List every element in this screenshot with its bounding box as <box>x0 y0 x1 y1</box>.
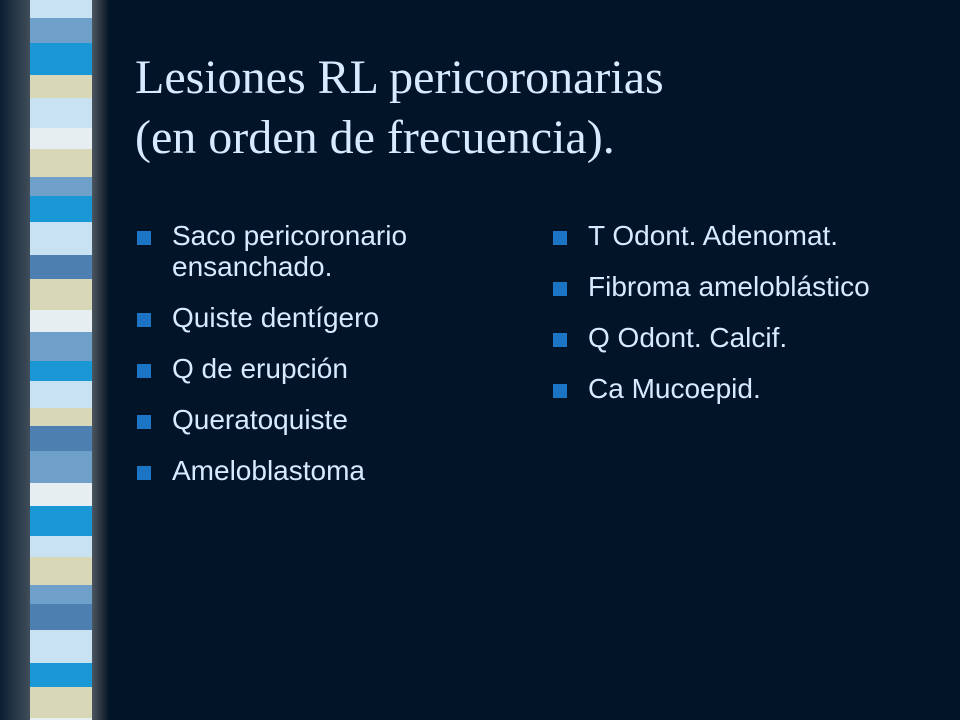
square-bullet-icon <box>137 415 151 429</box>
right-bullet-list <box>553 220 943 404</box>
list-item <box>553 322 943 353</box>
stripe <box>30 98 92 128</box>
right-column <box>553 220 943 424</box>
list-item <box>553 271 943 302</box>
list-item <box>137 404 517 435</box>
square-bullet-icon <box>553 333 567 347</box>
slide-title <box>135 48 935 168</box>
square-bullet-icon <box>137 364 151 378</box>
left-bullet-list <box>137 220 517 486</box>
list-item-text: Fibroma ameloblástico <box>588 271 870 302</box>
stripe <box>30 604 92 630</box>
list-item-text: Saco pericoronario ensanchado. <box>172 220 408 282</box>
list-item <box>137 455 517 486</box>
list-item-text: Queratoquiste <box>172 404 348 435</box>
list-item <box>137 302 517 333</box>
list-item <box>553 220 943 251</box>
stripe <box>30 426 92 451</box>
stripe <box>30 18 92 43</box>
stripe <box>30 196 92 222</box>
stripe <box>30 279 92 310</box>
strip-shadow <box>92 0 110 720</box>
stripe <box>30 585 92 604</box>
stripe <box>30 128 92 149</box>
stripe <box>30 381 92 408</box>
stripe <box>30 536 92 557</box>
title-line-1: Lesiones RL pericoronarias <box>135 51 664 104</box>
stripe <box>30 451 92 483</box>
square-bullet-icon <box>553 282 567 296</box>
square-bullet-icon <box>553 384 567 398</box>
stripe <box>30 483 92 506</box>
list-item-text: Ca Mucoepid. <box>588 373 761 404</box>
stripe <box>30 408 92 426</box>
stripe <box>30 332 92 361</box>
stripe <box>30 75 92 98</box>
stripe <box>30 687 92 718</box>
list-item-text: Ameloblastoma <box>172 455 365 486</box>
list-item-text: Quiste dentígero <box>172 302 380 333</box>
stripe <box>30 630 92 663</box>
stripe <box>30 149 92 177</box>
stripe <box>30 43 92 75</box>
list-item <box>137 220 517 282</box>
square-bullet-icon <box>553 231 567 245</box>
list-item-text: T Odont. Adenomat. <box>588 220 839 251</box>
list-item <box>137 353 517 384</box>
list-item-text: Q Odont. Calcif. <box>588 322 788 353</box>
stripe <box>30 222 92 255</box>
stripe <box>30 0 92 18</box>
stripe <box>30 506 92 536</box>
stripe <box>30 255 92 279</box>
stripe <box>30 663 92 687</box>
square-bullet-icon <box>137 466 151 480</box>
list-item-text: Q de erupción <box>172 353 348 384</box>
square-bullet-icon <box>137 313 151 327</box>
stripe <box>30 361 92 381</box>
stripe <box>30 310 92 332</box>
list-item <box>553 373 943 404</box>
title-line-2: (en orden de frecuencia). <box>135 111 615 164</box>
stripe <box>30 177 92 196</box>
left-column <box>137 220 517 506</box>
square-bullet-icon <box>137 231 151 245</box>
stripe <box>30 557 92 585</box>
stripe-column <box>30 0 92 720</box>
